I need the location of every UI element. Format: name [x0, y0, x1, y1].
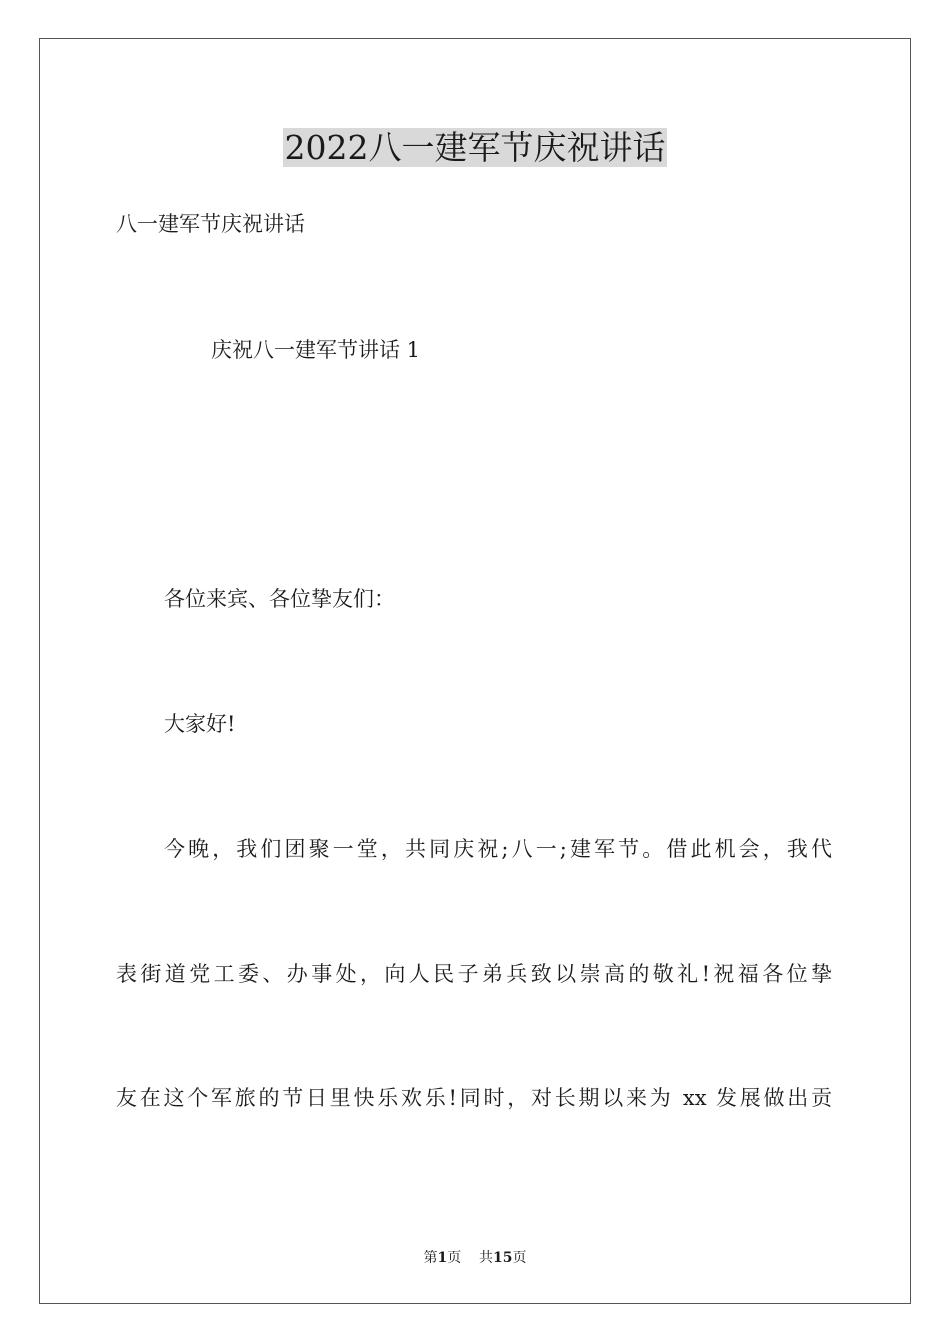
footer-page-number: 1: [437, 1250, 448, 1266]
paragraph-line: 表街道党工委、办事处，向人民子弟兵致以崇高的敬礼!祝福各位挚: [116, 962, 832, 986]
footer-total-pages: 15: [493, 1250, 513, 1266]
greeting-line: 各位来宾、各位挚友们：: [164, 587, 395, 611]
footer-total-suffix: 页: [512, 1250, 527, 1266]
document-subtitle: 八一建军节庆祝讲话: [116, 212, 305, 236]
footer-page-suffix: 页: [447, 1250, 462, 1266]
document-title: [0, 126, 950, 170]
section-heading: 庆祝八一建军节讲话 1: [211, 338, 421, 362]
hello-line: 大家好!: [164, 712, 236, 736]
document-title-text: 2022八一建军节庆祝讲话: [284, 128, 666, 167]
paragraph-line: 友在这个军旅的节日里快乐欢乐!同时，对长期以来为 xx 发展做出贡: [116, 1086, 832, 1110]
footer-total-prefix: 共: [479, 1250, 494, 1266]
paragraph-line: 今晚，我们团聚一堂，共同庆祝;八一;建军节。借此机会，我代: [164, 837, 832, 861]
page-footer: [0, 1248, 950, 1268]
footer-page-prefix: 第: [423, 1250, 438, 1266]
